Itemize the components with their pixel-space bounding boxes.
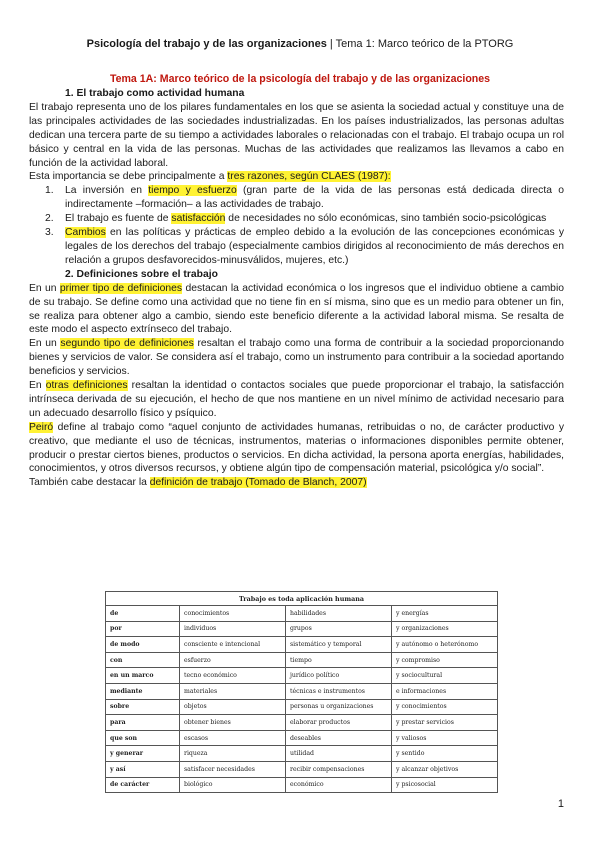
table-row: que son escasos deseables y valiosos [106,730,498,746]
paragraph-peiro: Peiró define al trabajo como “aquel conjunto de actividades humanas, retribuidas o no, de carácter productivo y creativo, que mediante el uso de técnicas, instrumentos, materias o informaciones disponibles permite obtener, producir o prestar ciertos bienes, productos o servicios. En dicha actividad, la persona aporta energías, habilidades, conocimientos, y otros diversos recursos, y obtiene algún tipo de compensación material, psicológica y/o social”. [29,421,564,475]
paragraph-definition-1: En un primer tipo de definiciones destacan la actividad económica o los ingresos que el individuo obtiene a cambio de su trabajo. Se define como una actividad que no tiene fin en sí misma, sino que es un medio para obtener un fin, se realiza para obtener algo a cambio, siendo este beneficio diferente a la actividad laboral misma. Se resalta de este modo el aspecto extrínseco del trabajo. [29,282,564,336]
header-topic: Tema 1: Marco teórico de la PTORG [335,38,514,50]
highlight-text: otras definiciones [45,380,128,392]
table-row: para obtener bienes elaborar productos y prestar servicios [106,715,498,731]
paragraph-intro: El trabajo representa uno de los pilares fundamentales en los que se asienta la sociedad actual y constituye una de las principales actividades de las sociedades industrializadas. En los países industrializados, las personas adultas dedican una tercera parte de su tiempo a actividades laborales o relacionadas con el trabajo. El trabajo ocupa un rol básico y central en la vida de las personas. Muchas de las actividades que realizamos las llevamos a cabo en función de la actividad laboral. [29,101,564,169]
reasons-list [29,184,564,267]
definition-table [105,591,497,793]
table-row: sobre objetos personas u organizaciones y conocimientos [106,699,498,715]
page-header [0,38,600,50]
table-row: de modo consciente e intencional sistemático y temporal y autónomo o heterónomo [106,637,498,653]
table-row: y generar riqueza utilidad y sentido [106,746,498,762]
paragraph-reasons: Esta importancia se debe principalmente a tres razones, según CLAES (1987): [29,171,391,183]
header-subject: Psicología del trabajo y de las organizaciones [86,38,327,50]
table-row: en un marco tecno económico jurídico político y sociocultural [106,668,498,684]
highlight-claes: tres razones, según CLAES (1987): [227,171,391,183]
list-item: 2. El trabajo es fuente de satisfacción de necesidades no sólo económicas, sino también socio-psicológicas [45,213,547,225]
paragraph-blanch: También cabe destacar la definición de trabajo (Tomado de Blanch, 2007) [29,477,367,489]
page-number: 1 [557,798,564,810]
document-title: Tema 1A: Marco teórico de la psicología del trabajo y de las organizaciones [109,73,491,85]
document-body [29,87,564,490]
highlight-text: segundo tipo de definiciones [60,338,194,350]
header-separator: | [326,38,336,50]
table-row: de conocimientos habilidades y energías [106,606,498,622]
table-title: Trabajo es toda aplicación humana [106,592,498,606]
table-row: mediante materiales técnicas e instrumentos e informaciones [106,683,498,699]
highlight-text: definición de trabajo (Tomado de Blanch, 2007) [149,477,367,489]
table-row: de carácter biológico económico y psicosocial [106,777,498,793]
paragraph-definition-3: En otras definiciones resaltan la identidad o contactos sociales que puede proporcionar el trabajo, la satisfacción intrínseca derivada de su ejecución, el hecho de que nos mantiene en un nivel mínimo de actividad necesario para un adecuado desarrollo físico y psíquico. [29,380,565,419]
section-heading-1: 1. El trabajo como actividad humana [65,88,245,99]
table-row: y así satisfacer necesidades recibir compensaciones y alcanzar objetivos [106,761,498,777]
table-row: por individuos grupos y organizaciones [106,621,498,637]
highlight-text: primer tipo de definiciones [59,282,183,294]
list-item: 1. La inversión en tiempo y esfuerzo (gran parte de la vida de las personas está dedicada directa o indirectamente –formación– a las actividades de trabajo. [45,185,565,211]
highlight-text: Cambios [65,227,106,239]
table-row: con esfuerzo tiempo y compromiso [106,652,498,668]
highlight-text: Peiró [29,421,54,433]
paragraph-definition-2: En un segundo tipo de definiciones resaltan el trabajo como una forma de contribuir a la sociedad proporcionando bienes y servicios de valor. Se considera así el trabajo, como un instrumento para contribuir a la sociedad aportando beneficios y servicios. [29,338,564,378]
section-heading-2: 2. Definiciones sobre el trabajo [65,268,218,280]
highlight-text: satisfacción [171,213,226,225]
highlight-text: tiempo y esfuerzo [148,185,237,197]
list-item: 3. Cambios en las políticas y prácticas de empleo debido a la evolución de las concepciones económicas y legales de los derechos del trabajo (especialmente cambios dirigidos al reconocimiento de más derechos en relación a grupos desfavorecidos-minusválidos, mujeres, etc.) [45,227,564,266]
